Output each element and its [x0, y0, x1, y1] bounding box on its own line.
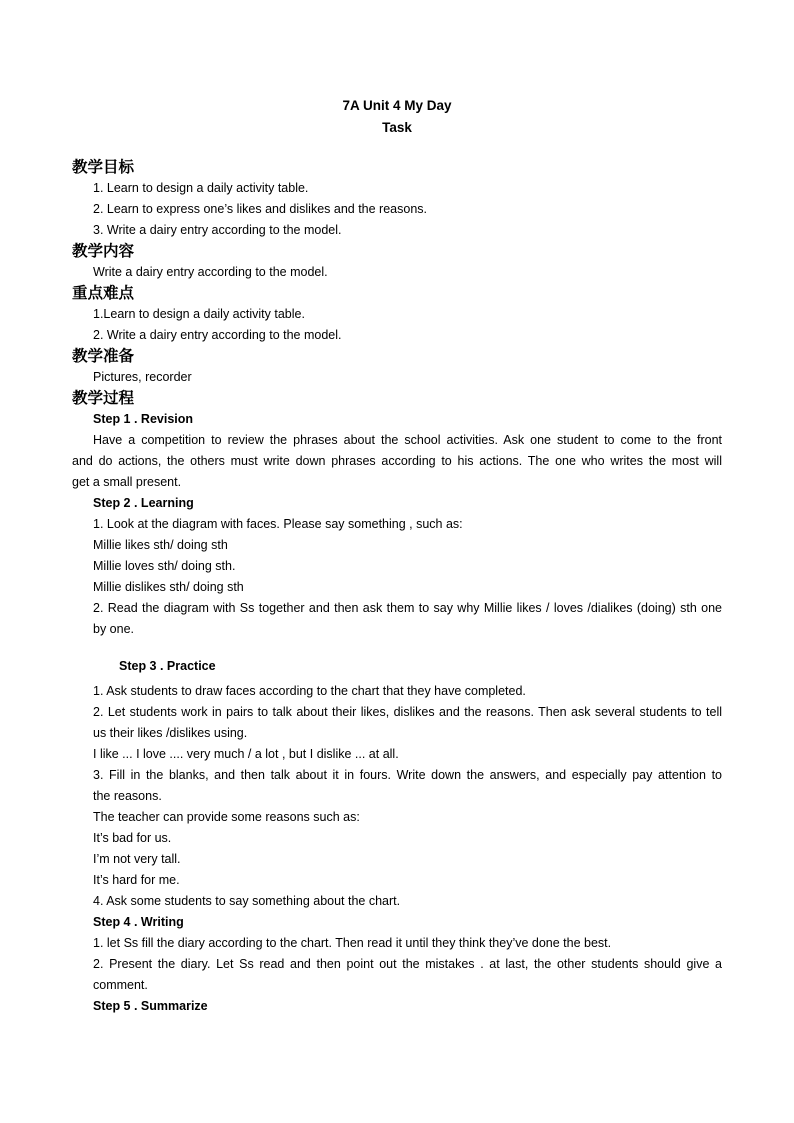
step2-line: 1. Look at the diagram with faces. Please say something , such as: — [93, 517, 463, 531]
step1-line: and do actions, the others must write down phrases according to his actions. The one who writes the most will — [72, 454, 722, 468]
step3-line: The teacher can provide some reasons such as: — [93, 810, 360, 824]
step2-title: Step 2 . Learning — [93, 496, 194, 510]
step5-title: Step 5 . Summarize — [93, 999, 208, 1013]
key-point-item: 1.Learn to design a daily activity table. — [93, 307, 305, 321]
document-body — [72, 157, 722, 1017]
step1-line: Have a competition to review the phrases about the school activities. Ask one student to come to the front — [93, 433, 722, 447]
step3-line: us their likes /dislikes using. — [93, 726, 248, 740]
objective-item: 3. Write a dairy entry according to the model. — [93, 223, 342, 237]
preparation-heading: 教学准备 — [72, 347, 135, 365]
step3-line: I’m not very tall. — [93, 852, 181, 866]
step4-title: Step 4 . Writing — [93, 915, 184, 929]
step2-line: Millie dislikes sth/ doing sth — [93, 580, 244, 594]
content-heading: 教学内容 — [72, 242, 135, 260]
step1-line: get a small present. — [72, 475, 182, 489]
preparation-item: Pictures, recorder — [93, 370, 192, 384]
step3-line: It’s bad for us. — [93, 831, 172, 845]
step3-line: I like ... I love .... very much / a lot , but I dislike ... at all. — [93, 747, 399, 761]
step3-line: It’s hard for me. — [93, 873, 180, 887]
step2-line: Millie likes sth/ doing sth — [93, 538, 228, 552]
step3-line: 4. Ask some students to say something about the chart. — [93, 894, 401, 908]
step4-line: 2. Present the diary. Let Ss read and then point out the mistakes . at last, the other students should give a — [93, 957, 722, 971]
step2-line: by one. — [93, 622, 135, 636]
document-title: 7A Unit 4 My Day — [342, 98, 452, 113]
objective-item: 1. Learn to design a daily activity table. — [93, 181, 309, 195]
step4-line: 1. let Ss fill the diary according to the chart. Then read it until they think they’ve done the best. — [93, 936, 612, 950]
key-points-heading: 重点难点 — [72, 284, 135, 302]
step3-line: 3. Fill in the blanks, and then talk about it in fours. Write down the answers, and especially pay attention to — [93, 768, 722, 782]
step3-line: 2. Let students work in pairs to talk about their likes, dislikes and the reasons. Then ask several students to tell — [93, 705, 722, 719]
step3-line: 1. Ask students to draw faces according to the chart that they have completed. — [93, 684, 526, 698]
key-point-item: 2. Write a dairy entry according to the model. — [93, 328, 342, 342]
step3-title: Step 3 . Practice — [119, 659, 216, 673]
step2-line: Millie loves sth/ doing sth. — [93, 559, 236, 573]
step2-line: 2. Read the diagram with Ss together and then ask them to say why Millie likes / loves /dialikes (doing) sth one — [93, 601, 722, 615]
objective-item: 2. Learn to express one’s likes and dislikes and the reasons. — [93, 202, 427, 216]
content-item: Write a dairy entry according to the model. — [93, 265, 328, 279]
step4-line: comment. — [93, 978, 148, 992]
step1-title: Step 1 . Revision — [93, 412, 194, 426]
process-heading: 教学过程 — [72, 389, 135, 407]
document-subtitle: Task — [382, 120, 412, 135]
step3-line: the reasons. — [93, 789, 162, 803]
objectives-heading: 教学目标 — [72, 158, 135, 176]
